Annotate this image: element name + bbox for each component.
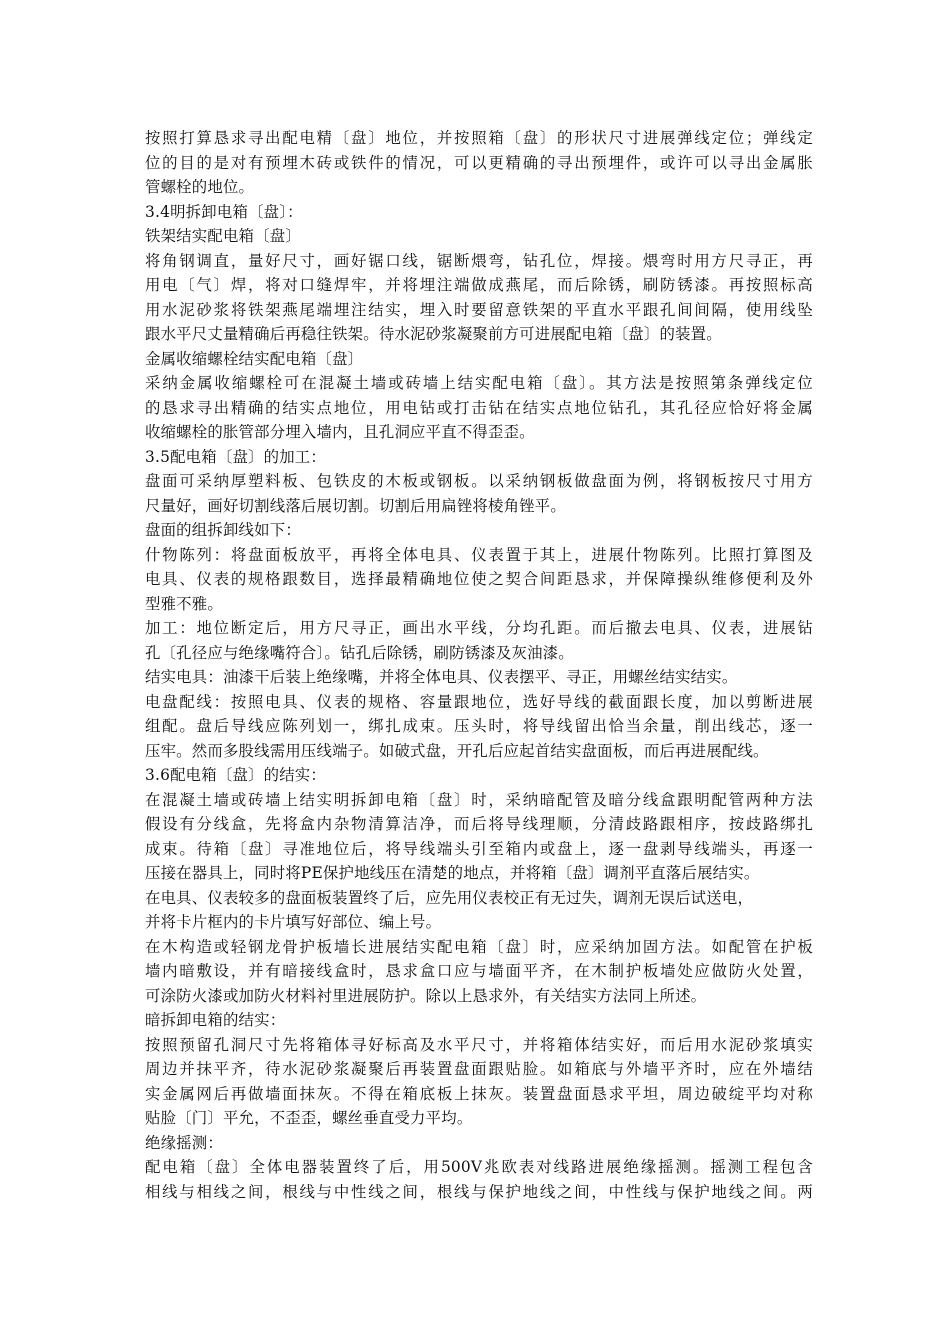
document-body — [145, 126, 813, 1204]
text-line: 在木构造或轻钢龙骨护板墙长进展结实配电箱〔盘〕时，应采纳加固方法。如配管在护板 — [145, 937, 813, 956]
text-line: 盘面可采纳厚塑料板、包铁皮的木板或钢板。以采纳钢板做盘面为例，将钢板按尺寸用方 — [145, 472, 813, 490]
text-line: 位的目的是对有预埋木砖或铁件的情况，可以更精确的寻出预埋件，或许可以寻出金属胀 — [145, 153, 813, 172]
text-line: 实金属网后再做墙面抹灰。不得在箱底板上抹灰。装置盘面恳求平坦，周边破绽平均对称 — [145, 1084, 813, 1103]
text-line: 将角钢调直，量好尺寸，画好锯口线，锯断煨弯，钻孔位，焊接。煨弯时用方尺寻正，再 — [145, 251, 813, 270]
text-line: 3.6配电箱〔盘〕的结实： — [145, 766, 326, 784]
text-line: 3.5配电箱〔盘〕的加工： — [145, 447, 326, 466]
text-line: 3.4明拆卸电箱〔盘〕： — [145, 202, 303, 221]
text-line: 什物陈列：将盘面板放平，再将全体电具、仪表置于其上，进展什物陈列。比照打算图及 — [145, 545, 813, 564]
text-line: 盘面的组拆卸线如下： — [145, 521, 301, 539]
text-line: 铁架结实配电箱〔盘〕 — [145, 227, 301, 245]
text-line: 按照打算恳求寻出配电精〔盘〕地位，并按照箱〔盘〕的形状尺寸进展弹线定位；弹线定 — [145, 129, 813, 147]
text-line: 暗拆卸电箱的结实： — [145, 1011, 286, 1029]
text-line: 相线与相线之间，根线与中性线之间，根线与保护地线之间，中性线与保护地线之间。两 — [145, 1182, 813, 1201]
text-line: 金属收缩螺栓结实配电箱〔盘〕 — [145, 349, 364, 368]
text-line: 结实电具：油漆干后装上绝缘嘴，并将全体电具、仪表摆平、寻正，用螺丝结实结实。 — [145, 668, 738, 686]
text-line: 电盘配线：按照电具、仪表的规格、容量跟地位，选好导线的截面跟长度，加以剪断进展 — [145, 692, 813, 711]
text-line: 假设有分线盒，先将盒内杂物清算洁净，而后将导线理顺，分清歧路跟相序，按歧路绑扎 — [145, 815, 813, 833]
text-line: 尺量好，画好切割线落后展切割。切割后用扁锉将棱角锉平。 — [145, 496, 566, 515]
text-line: 周边并抹平齐，待水泥砂浆凝聚后再装置盘面跟贴脸。如箱底与外墙平齐时，应在外墙结 — [145, 1060, 813, 1078]
text-line: 管螺栓的地位。 — [145, 178, 255, 196]
text-line: 组配。盘后导线应陈列划一，绑扎成束。压头时，将导线留出恰当余量，削出线芯，逐一 — [145, 717, 813, 735]
text-line: 孔〔孔径应与绝缘嘴符合〕。钻孔后除锈，刷防锈漆及灰油漆。 — [145, 643, 574, 662]
text-line: 压接在器具上，同时将PE保护地线压在清楚的地点，并将箱〔盘〕调剂平直落后展结实。 — [145, 864, 760, 882]
text-line: 型雅不雅。 — [145, 594, 223, 613]
text-line: 跟水平尺丈量精确后再稳往铁架。待水泥砂浆凝聚前方可进展配电箱〔盘〕的装置。 — [145, 325, 722, 343]
text-line: 电具、仪表的规格跟数目，选择最精确地位使之契合间距恳求，并保障操纵维修便利及外 — [145, 570, 813, 588]
text-line: 墙内暗敷设，并有暗接线盒时，恳求盒口应与墙面平齐，在木制护板墙处应做防火处置， — [145, 962, 813, 980]
text-line: 成束。待箱〔盘〕寻准地位后，将导线端头引至箱内或盘上，逐一盘剥导线端头，再逐一 — [145, 839, 813, 858]
text-line: 绝缘摇测： — [145, 1133, 223, 1152]
text-line: 在电具、仪表较多的盘面板装置终了后，应先用仪表校正有无过失，调剂无误后试送电， — [145, 888, 754, 907]
text-line: 可涂防火漆或加防火材料衬里进展防护。除以上恳求外，有关结实方法同上所述。 — [145, 986, 707, 1005]
text-line: 加工：地位断定后，用方尺寻正，画出水平线，分均孔距。而后撤去电具、仪表，进展钻 — [145, 619, 813, 637]
text-line: 并将卡片框内的卡片填写好部位、编上号。 — [145, 913, 442, 931]
text-line: 按照预留孔洞尺寸先将箱体寻好标高及水平尺寸，并将箱体结实好，而后用水泥砂浆填实 — [145, 1035, 813, 1054]
text-line: 贴脸〔门〕平允，不歪歪，螺丝垂直受力平均。 — [145, 1109, 473, 1127]
text-line: 压牢。然而多股线需用压线端子。如破式盘，开孔后应起首结实盘面板，而后再进展配线。 — [145, 741, 769, 760]
text-line: 收缩螺栓的胀管部分埋入墙内，且孔洞应平直不得歪歪。 — [145, 423, 535, 441]
text-line: 在混凝土墙或砖墙上结实明拆卸电箱〔盘〕时，采纳暗配管及暗分线盒跟明配管两种方法 — [145, 790, 813, 809]
text-line: 用水泥砂浆将铁架燕尾端埋注结实，埋入时要留意铁架的平直水平跟孔间间隔，使用线坠 — [145, 300, 813, 319]
text-line: 的恳求寻出精确的结实点地位，用电钻或打击钻在结实点地位钻孔，其孔径应恰好将金属 — [145, 398, 813, 417]
text-line: 配电箱〔盘〕全体电器装置终了后，用500V兆欧表对线路进展绝缘摇测。摇测工程包含 — [145, 1158, 813, 1176]
text-line: 用电〔气〕焊，将对口缝焊牢，并将埋注端做成燕尾，而后除锈，刷防锈漆。再按照标高 — [145, 276, 813, 294]
text-line: 采纳金属收缩螺栓可在混凝土墙或砖墙上结实配电箱〔盘〕。其方法是按照第条弹线定位 — [145, 374, 813, 392]
